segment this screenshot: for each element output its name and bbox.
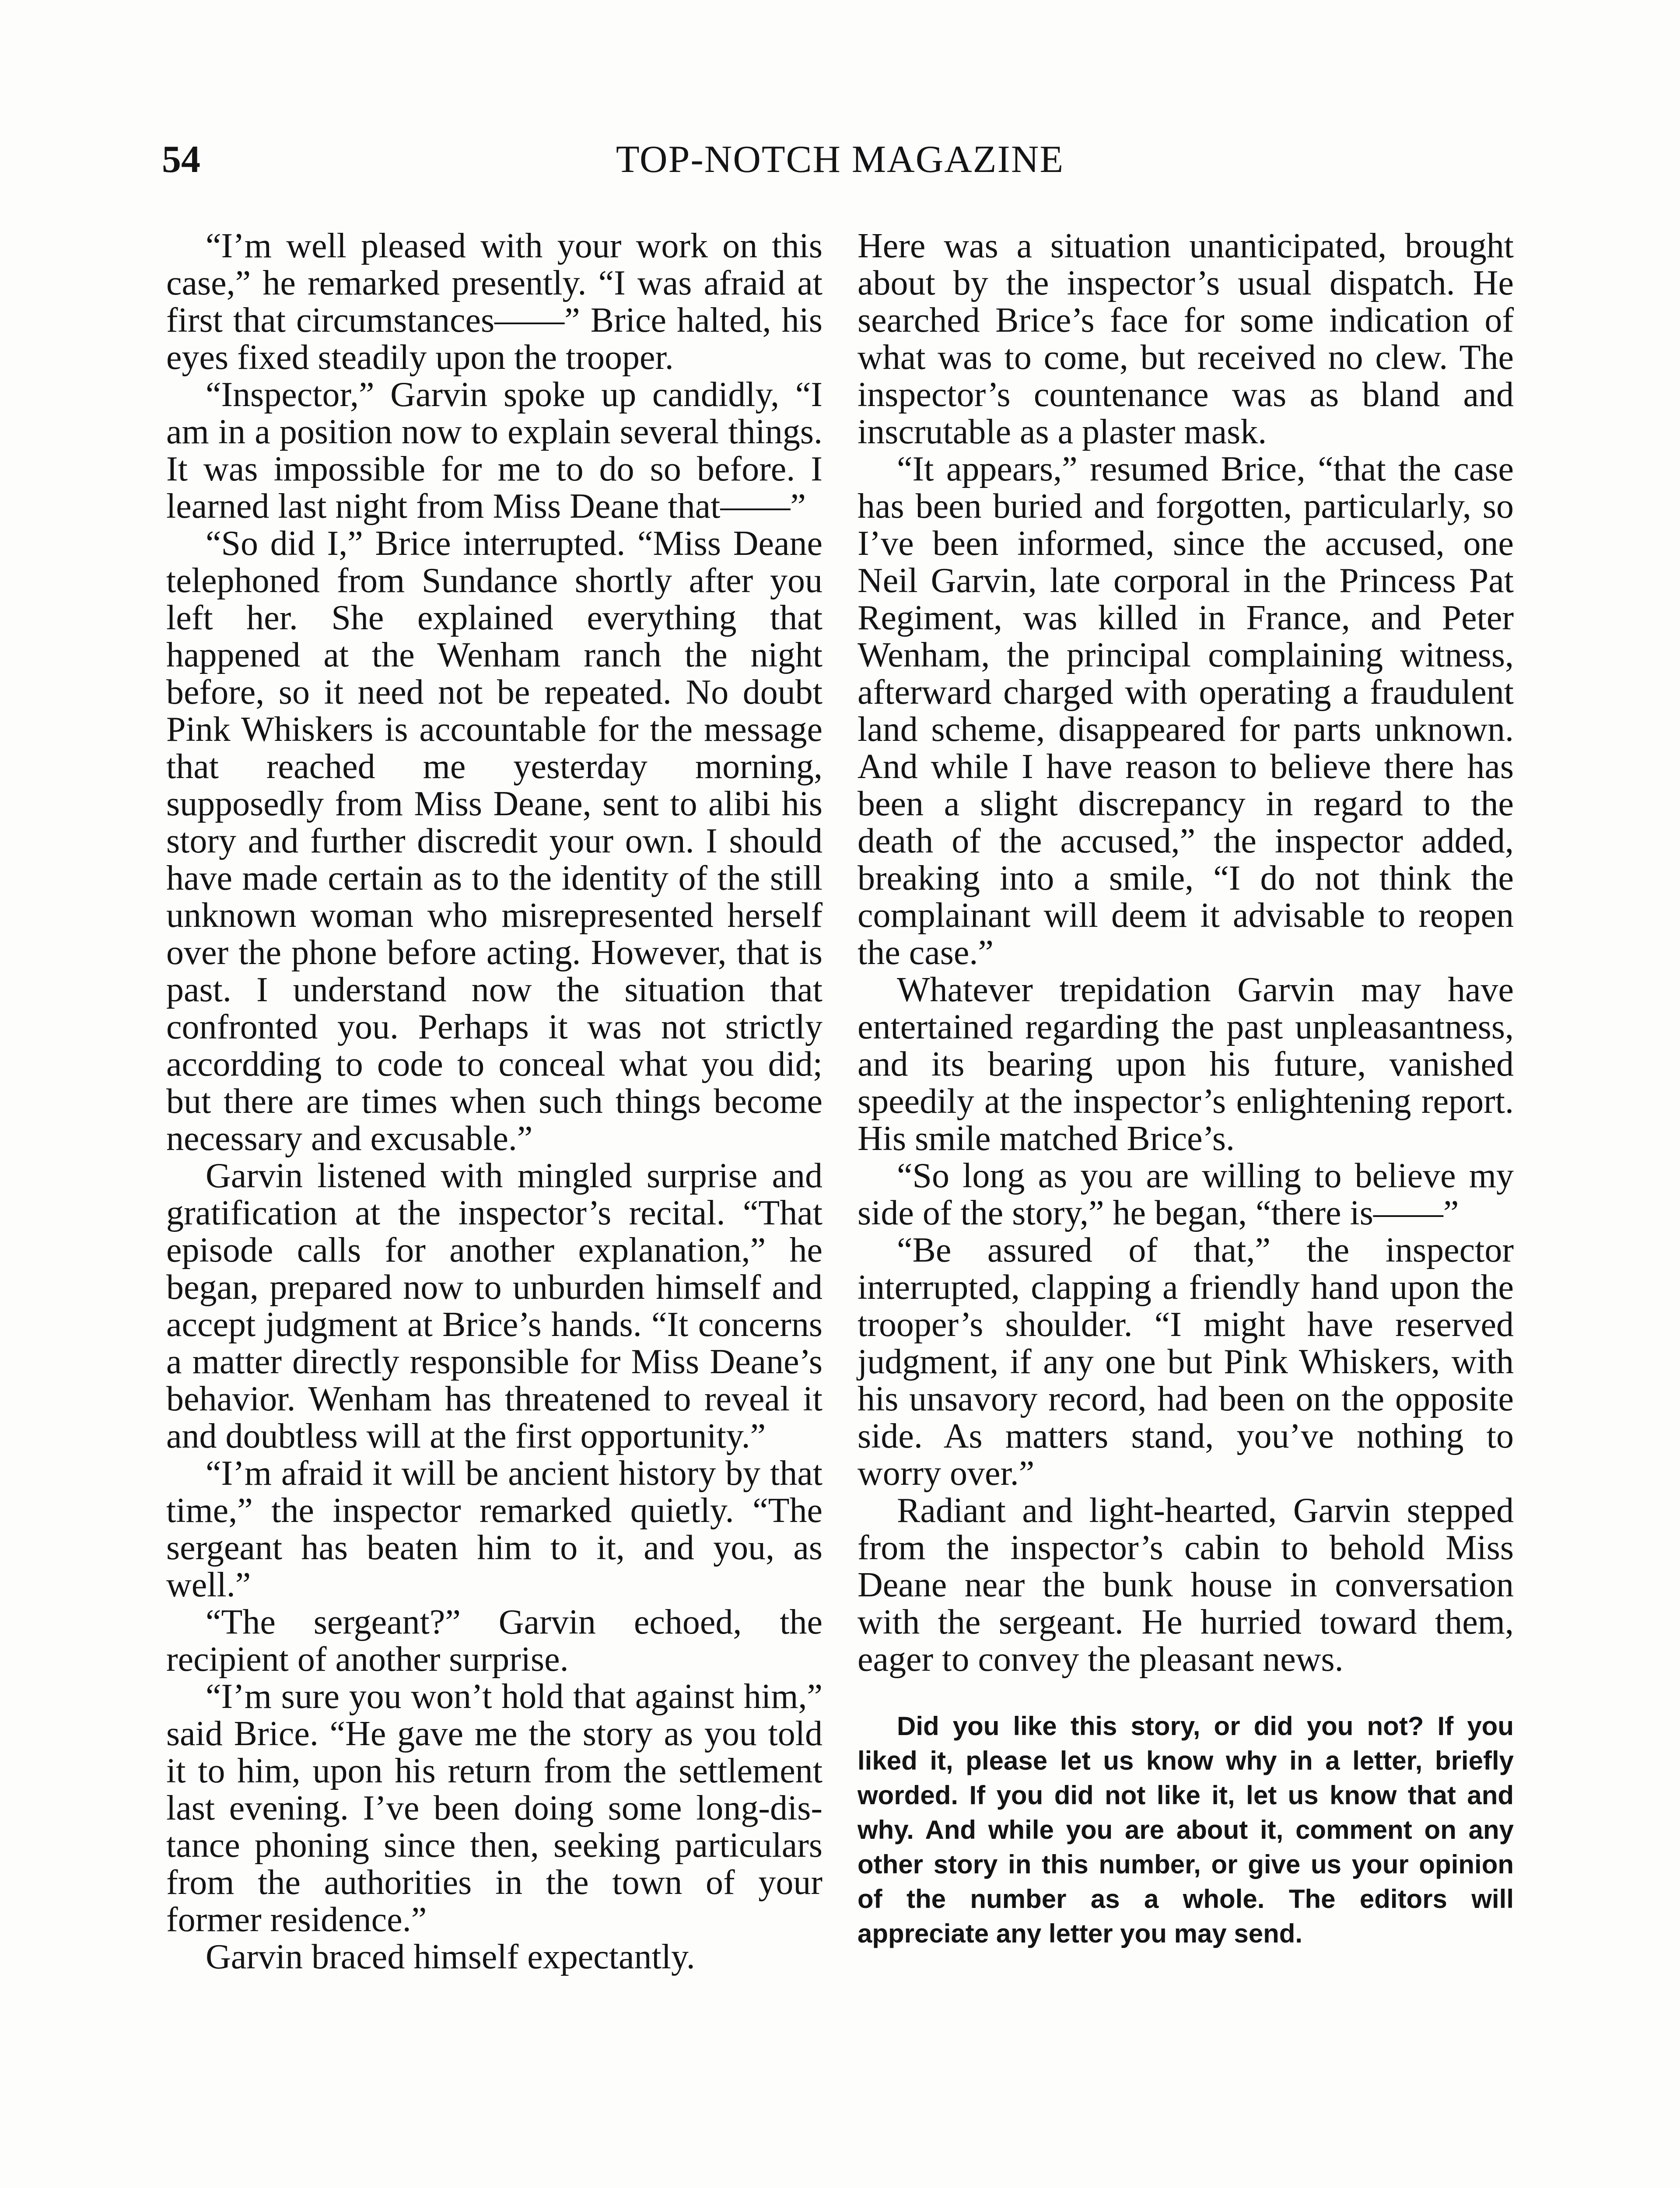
left-column (166, 228, 822, 1976)
paragraph: “The sergeant?” Garvin echoed, the recipient of another surprise. (166, 1603, 822, 1679)
paragraph: “I’m well pleased with your work on this case,” he remarked presently. “I was afraid at first that circumstances——” Brice halted, his eyes fixed steadily upon the trooper. (166, 227, 822, 377)
paragraph: Garvin braced himself expectantly. (206, 1938, 695, 1976)
paragraph: “I’m sure you won’t hold that against him,” said Brice. “He gave me the story as you told it to him, upon his return from the settlement last evening. I’ve been doing some long-distance phoning since then, seeking particulars from the authorities in the town of your former residence.” (166, 1677, 822, 1939)
paragraph: “So long as you are willing to believe my side of the story,” he began, “there is——” (858, 1157, 1514, 1232)
paragraph: Garvin listened with mingled surprise and gratification at the inspector’s recital. “That episode calls for another explanation,” he began, prepared now to unburden himself and accept judgment at Brice’s hands. “It concerns a matter directly responsible for Miss Deane’s behavior. Wenham has threatened to reveal it and doubtless will at the first opportunity.” (166, 1157, 822, 1455)
paragraph: “It appears,” resumed Brice, “that the case has been buried and forgotten, particularly, so I’ve been informed, since the accused, one Neil Garvin, late corporal in the Princess Pat Regiment, was killed in France, and Peter Wenham, the principal complaining witness, afterward charged with operating a fraudulent land scheme, disappeared for parts unknown. And while I have reason to believe there has been a slight discrepancy in regard to the death of the accused,” the inspector added, breaking into a smile, “I do not think the complainant will deem it advisable to reopen the case.” (858, 450, 1514, 972)
paragraph-continued: Here was a situation unanticipated, brought about by the inspector’s usual dispatch. He searched Brice’s face for some indication of what was to come, but received no clew. The inspector’s countenance was as bland and inscrutable as a plaster mask. (858, 227, 1514, 451)
paragraph: Radiant and light-hearted, Garvin stepped from the inspector’s cabin to behold Miss Deane near the bunk house in conversation with the sergeant. He hurried toward them, eager to convey the pleasant news. (858, 1491, 1514, 1679)
paragraph: Whatever trepidation Garvin may have entertained regarding the past unpleasantness, and its bearing upon his future, vanished speedily at the inspector’s enlightening report. His smile matched Brice’s. (858, 971, 1514, 1158)
paragraph: “So did I,” Brice interrupted. “Miss Deane telephoned from Sundance shortly after you left her. She explained everything that happened at the Wenham ranch the night before, so it need not be repeated. No doubt Pink Whiskers is accountable for the message that reached me yesterday morning, supposedly from Miss Deane, sent to alibi his story and further discredit your own. I should have made certain as to the identity of the still unknown woman who misrepresented herself over the phone before acting. However, that is past. I understand now the situation that confronted you. Perhaps it was not strictly accordding to code to conceal what you did; but there are times when such things become necessary and excusable.” (166, 524, 822, 1158)
paragraph: “I’m afraid it will be ancient history by that time,” the inspector remarked quietly. “The sergeant has beaten him to it, and you, as well.” (166, 1454, 822, 1604)
running-title: TOP-NOTCH MAGAZINE (616, 138, 1064, 181)
editor-notice: Did you like this story, or did you not? If you liked it, please let us know why in a letter, briefly worded. If you did not like it, let us know that and why. And while you are about it, comment on any other story in this number, or give us your opinion of the number as a whole. The editors will appreciate any letter you may send. (858, 1711, 1514, 1948)
paragraph: “Be assured of that,” the inspector interrupted, clapping a friendly hand upon the trooper’s shoulder. “I might have reserved judgment, if any one but Pink Whiskers, with his unsavory record, had been on the opposite side. As matters stand, you’ve nothing to worry over.” (858, 1231, 1514, 1493)
page-number: 54 (162, 138, 200, 181)
page-header (162, 131, 1518, 188)
right-column (858, 228, 1514, 1951)
paragraph: “Inspector,” Garvin spoke up candidly, “I am in a position now to explain several things. It was impossible for me to do so before. I learned last night from Miss Deane that——” (166, 375, 822, 526)
